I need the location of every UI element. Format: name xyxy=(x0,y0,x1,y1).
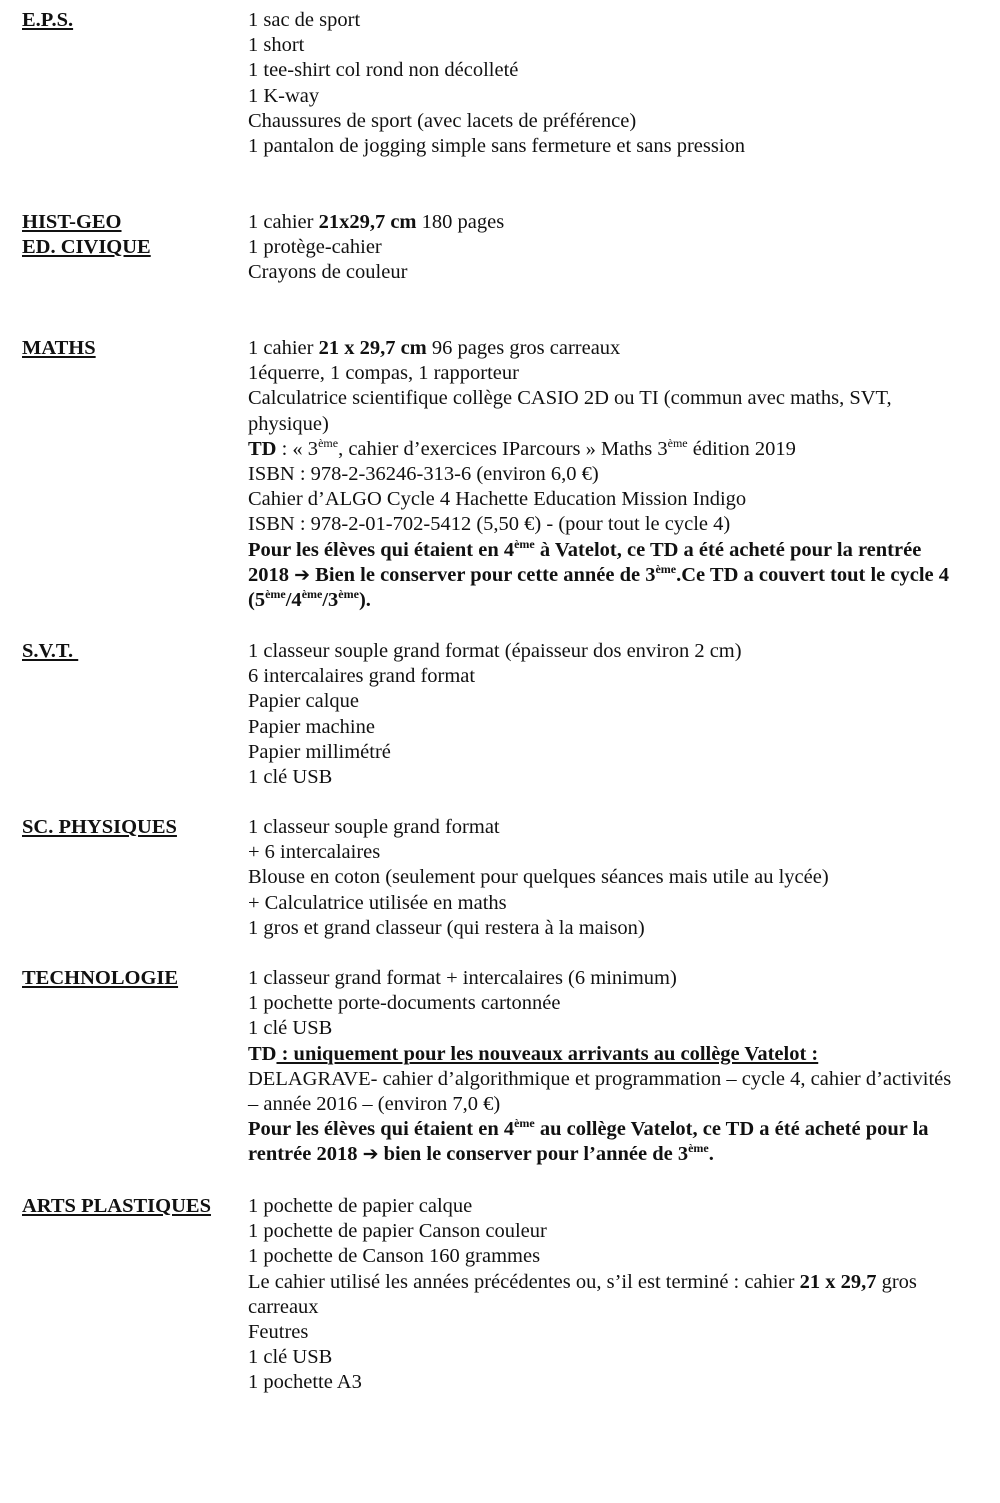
list-item: Le cahier utilisé les années précédentes ou, s’il est terminé : cahier 21 x 29,7 gros carreaux xyxy=(248,1270,917,1318)
list-item: 1 classeur souple grand format xyxy=(248,816,500,838)
list-item: 1 classeur souple grand format (épaisseur dos environ 2 cm) xyxy=(248,640,742,662)
list-item: Crayons de couleur xyxy=(248,261,408,284)
list-item: 1 pochette de papier calque xyxy=(248,1195,473,1217)
item-list xyxy=(248,815,960,941)
list-item: 1 clé USB xyxy=(248,1017,333,1040)
list-item: Feutres xyxy=(248,1321,309,1344)
list-item: ISBN : 978-2-01-702-5412 (5,50 €) - (pour tout le cycle 4) xyxy=(248,513,731,536)
item-list xyxy=(248,966,960,1168)
subject-title: E.P.S. xyxy=(22,9,74,31)
list-item: Cahier d’ALGO Cycle 4 Hachette Education Mission Indigo xyxy=(248,488,747,511)
list-item: 1 pochette A3 xyxy=(248,1371,362,1394)
list-item: 1 pochette porte-documents cartonnée xyxy=(248,992,561,1015)
list-item: 1 clé USB xyxy=(248,1346,333,1369)
item-list xyxy=(248,336,960,613)
list-item: ISBN : 978-2-36246-313-6 (environ 6,0 €) xyxy=(248,463,599,486)
item-list xyxy=(248,210,960,286)
list-item: Papier calque xyxy=(248,690,359,713)
list-item: 1 protège-cahier xyxy=(248,236,382,259)
arrow-right-icon: ➔ xyxy=(294,563,311,586)
list-item: 1 pantalon de jogging simple sans fermeture et sans pression xyxy=(248,135,746,158)
list-item: 1 short xyxy=(248,34,305,57)
list-item: TD : uniquement pour les nouveaux arrivants au collège Vatelot : xyxy=(248,1042,819,1065)
list-item: 1 clé USB xyxy=(248,766,333,789)
arrow-right-icon: ➔ xyxy=(362,1143,379,1166)
list-item: + 6 intercalaires xyxy=(248,841,381,864)
list-item: TD : « 3ème, cahier d’exercices IParcours » Maths 3ème édition 2019 xyxy=(248,435,796,460)
list-item: 1 pochette de papier Canson couleur xyxy=(248,1220,547,1243)
list-item: 1 sac de sport xyxy=(248,9,361,31)
list-item: 1 K-way xyxy=(248,84,320,107)
list-item: 1 gros et grand classeur (qui restera à la maison) xyxy=(248,916,645,939)
subject-title: HIST-GEO ED. CIVIQUE xyxy=(22,211,151,259)
list-item: Papier millimétré xyxy=(248,740,391,763)
list-item: Chaussures de sport (avec lacets de préférence) xyxy=(248,109,637,132)
list-item: 1 pochette de Canson 160 grammes xyxy=(248,1245,541,1268)
subject-title: SC. PHYSIQUES xyxy=(22,816,177,838)
list-item: 1 tee-shirt col rond non décolleté xyxy=(248,59,519,82)
list-item: Blouse en coton (seulement pour quelques séances mais utile au lycée) xyxy=(248,866,829,889)
note: Pour les élèves qui étaient en 4ème au collège Vatelot, ce TD a été acheté pour la rentrée 2018 ➔ bien le conserver pour l’année de 3ème. xyxy=(248,1117,960,1167)
subject-title: ARTS PLASTIQUES xyxy=(22,1195,211,1217)
list-item: 1 cahier 21x29,7 cm 180 pages xyxy=(248,211,505,233)
list-item: DELAGRAVE- cahier d’algorithmique et programmation – cycle 4, cahier d’activités – année 2016 – (environ 7,0 €) xyxy=(248,1067,952,1116)
subject-title: TECHNOLOGIE xyxy=(22,967,179,989)
subject-title: S.V.T. xyxy=(22,640,79,662)
list-item: 1 cahier 21 x 29,7 cm 96 pages gros carreaux xyxy=(248,337,621,359)
list-item: + Calculatrice utilisée en maths xyxy=(248,891,507,914)
item-list xyxy=(248,8,960,159)
item-list xyxy=(248,639,960,790)
list-item: 1 classeur grand format + intercalaires (6 minimum) xyxy=(248,967,677,989)
list-item: 1équerre, 1 compas, 1 rapporteur xyxy=(248,362,519,385)
item-list xyxy=(248,1194,960,1396)
list-item: Calculatrice scientifique collège CASIO 2D ou TI (commun avec maths, SVT, physique) xyxy=(248,387,892,435)
note: Pour les élèves qui étaient en 4ème à Vatelot, ce TD a été acheté pour la rentrée 2018 ➔ Bien le conserver pour cette année de 3ème.Ce TD a couvert tout le cycle 4 (5ème/4ème/3ème). xyxy=(248,536,949,612)
subject-title: MATHS xyxy=(22,337,96,359)
list-item: 6 intercalaires grand format xyxy=(248,665,476,688)
list-item: Papier machine xyxy=(248,715,375,738)
